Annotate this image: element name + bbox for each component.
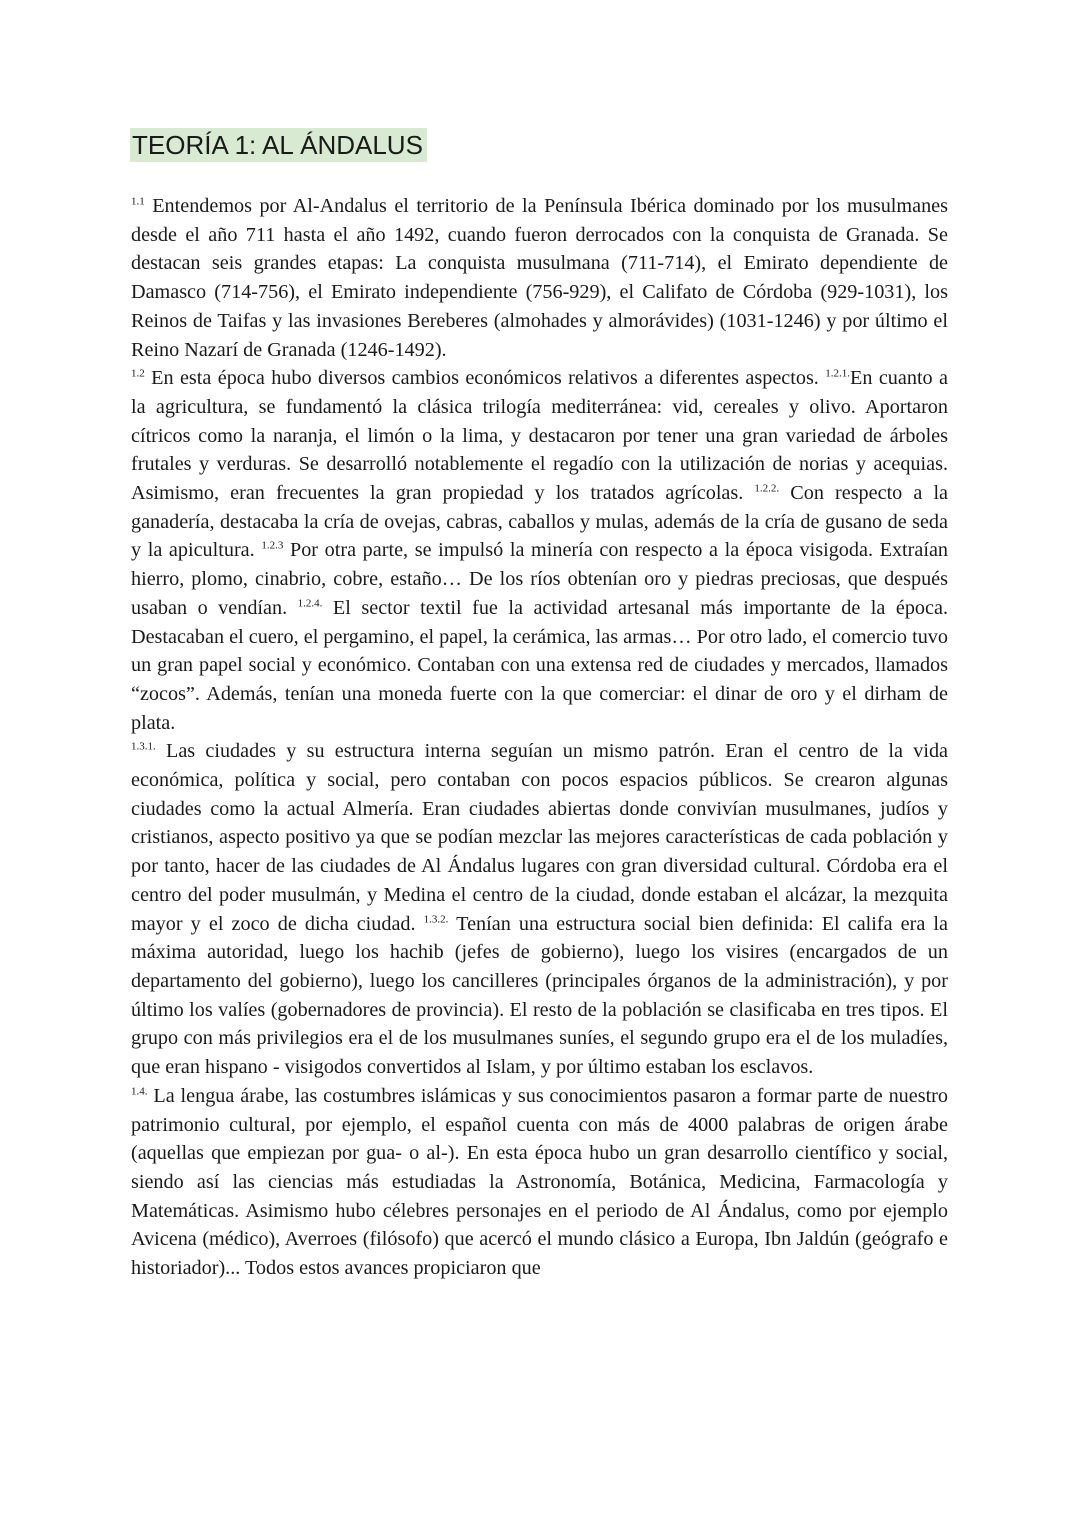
paragraph-text: El sector textil fue la actividad artesanal más importante de la época. Destacaban el cuero, el pergamino, el papel, la cerámica, las armas… Por otro lado, el comercio tuvo un gran papel social y económico. Contaban con una extensa red de ciudades y mercados, llamados “zocos”. Además, tenían una moneda fuerte con la que comerciar: el dinar de oro y el dirham de plata. <box>131 596 948 734</box>
paragraph-text: Entendemos por Al-Andalus el territorio de la Península Ibérica dominado por los musulmanes desde el año 711 hasta el año 1492, cuando fueron derrocados con la conquista de Granada. Se destacan seis grandes etapas: La conquista musulmana (711-714), el Emirato dependiente de Damasco (714-756), el Emirato independiente (756-929), el Califato de Córdoba (929-1031), los Reinos de Taifas y las invasiones Bereberes (almohades y almorávides) (1031-1246) y por último el Reino Nazarí de Granada (1246-1492). <box>131 195 948 361</box>
section-ref-number: 1.1 <box>131 195 145 208</box>
paragraph-text: En cuanto a la agricultura, se fundamentó la clásica trilogía mediterránea: vid, cereales y olivo. Aportaron cítricos como la naranja, el limón o la lima, y destacaron por tener una gran variedad de árboles frutales y verduras. Se desarrolló notablemente el regadío con la utilización de norias y acequias. Asimismo, eran frecuentes la gran propiedad y los tratados agrícolas. <box>131 367 949 505</box>
section-ref-number: 1.2.3 <box>261 539 284 552</box>
paragraph-text: En esta época hubo diversos cambios económicos relativos a diferentes aspectos. <box>144 367 826 390</box>
paragraph-text: Por otra parte, se impulsó la minería con respecto a la época visigoda. Extraían hierro, plomo, cinabrio, cobre, estaño… De los ríos obtenían oro y piedras preciosas, que después usaban o vendían. <box>131 539 949 619</box>
paragraph <box>131 364 948 737</box>
body-text <box>131 192 948 1283</box>
paragraph <box>131 192 948 364</box>
section-ref-number: 1.3.1. <box>131 740 156 753</box>
paragraph-text: La lengua árabe, las costumbres islámicas y sus conocimientos pasaron a formar parte de nuestro patrimonio cultural, por ejemplo, el español cuenta con más de 4000 palabras de origen árabe (aquellas que empiezan por gua- o al-). En esta época hubo un gran desarrollo científico y social, siendo así las ciencias más estudiadas la Astronomía, Botánica, Medicina, Farmacología y Matemáticas. Asimismo hubo célebres personajes en el periodo de Al Ándalus, como por ejemplo Avicena (médico), Averroes (filósofo) que acercó el mundo clásico a Europa, Ibn Jaldún (geógrafo e historiador)... Todos estos avances propiciaron que <box>131 1084 948 1280</box>
section-ref-number: 1.2.2. <box>754 482 780 495</box>
paragraph-text: Con respecto a la ganadería, destacaba la cría de ovejas, cabras, caballos y mulas, además de la cría de gusano de seda y la apicultura. <box>131 482 949 562</box>
paragraph-text: Las ciudades y su estructura interna seguían un mismo patrón. Eran el centro de la vida económica, política y social, pero contaban con pocos espacios públicos. Se crearon algunas ciudades como la actual Almería. Eran ciudades abiertas donde convivían musulmanes, judíos y cristianos, aspecto positivo ya que se podían mezclar las mejores características de cada población y por tanto, hacer de las ciudades de Al Ándalus lugares con gran diversidad cultural. Córdoba era el centro del poder musulmán, y Medina el centro de la ciudad, donde estaban el alcázar, la mezquita mayor y el zoco de dicha ciudad. <box>131 740 948 935</box>
paragraph <box>131 737 948 1081</box>
paragraph-text: Tenían una estructura social bien definida: El califa era la máxima autoridad, luego los hachib (jefes de gobierno), luego los visires (encargados de un departamento del gobierno), luego los cancilleres (principales órganos de la administración), y por último los valíes (gobernadores de provincia). El resto de la población se clasificaba en tres tipos. El grupo con más privilegios era el de los musulmanes suníes, el segundo grupo era el de los muladíes, que eran hispano - visigodos convertidos al Islam, y por último estaban los esclavos. <box>131 912 948 1079</box>
section-ref-number: 1.2.4. <box>297 597 323 610</box>
section-ref-number: 1.4. <box>131 1085 148 1098</box>
paragraph <box>131 1082 948 1283</box>
section-ref-number: 1.2.1. <box>825 367 851 380</box>
section-ref-number: 1.2 <box>131 367 145 380</box>
page-title: TEORÍA 1: AL ÁNDALUS <box>130 128 427 162</box>
section-ref-number: 1.3.2. <box>423 912 449 925</box>
